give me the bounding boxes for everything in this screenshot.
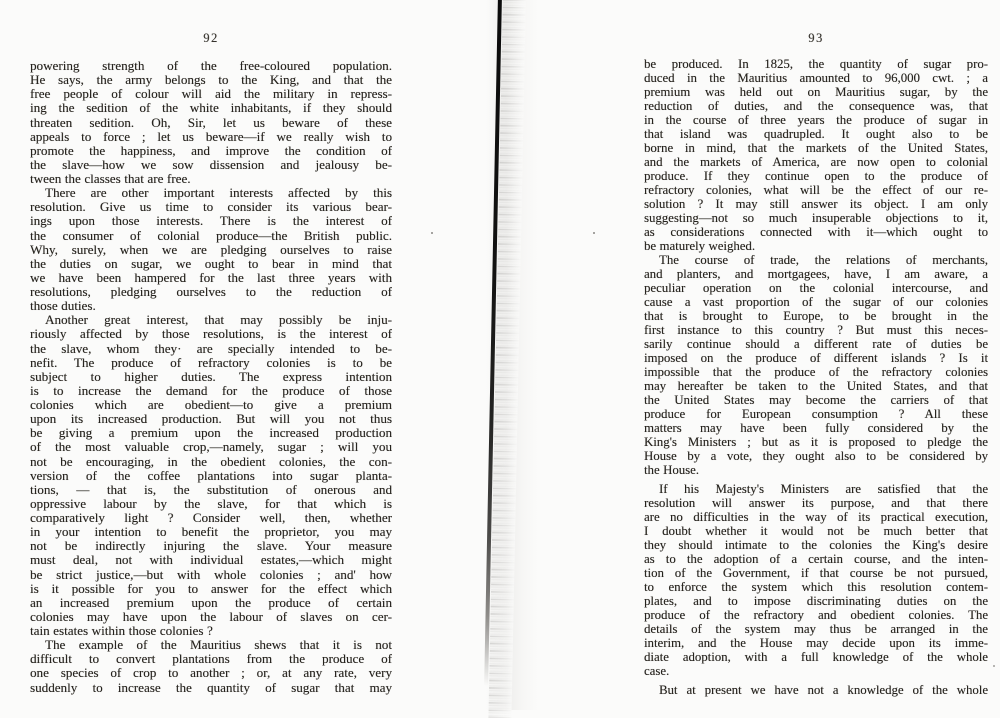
paragraph — [30, 313, 392, 638]
text-line: the slave—how we sow dissension and jealousy be- — [30, 157, 392, 172]
text-line: comparatively light ? Consider well, then, whether — [30, 511, 392, 525]
text-line: be giving a premium upon the increased production — [30, 426, 392, 441]
text-line: solution ? It may still answer its object. I am only — [644, 197, 988, 211]
text-line: subject to higher duties. The express intention — [30, 369, 392, 384]
text-line: they should intimate to the colonies the King's desire — [644, 538, 988, 552]
text-line: tain estates within those colonies ? — [30, 624, 213, 638]
text-line: powering strength of the free-coloured population. — [30, 59, 392, 73]
text-line: diate adoption, with a full knowledge of the whole — [644, 650, 988, 664]
text-line: interim, and the House may decide upon its imme- — [644, 636, 988, 650]
text-line: resolution. Give us time to consider its various bear- — [30, 200, 392, 215]
text-line: may hereafter be taken to the United States, and that — [644, 379, 988, 393]
scan-speckle — [431, 232, 433, 234]
text-line: tween the classes that are free. — [30, 172, 191, 186]
text-line: is to increase the demand for the produce of those — [30, 383, 392, 398]
text-line: King's Ministers ; but as it is proposed to pledge the — [644, 435, 988, 449]
paragraph — [644, 683, 988, 697]
text-line: the slave, whom they· are specially intended to be- — [30, 341, 392, 356]
paragraph — [644, 253, 988, 477]
text-line: first instance to this country ? But must this neces- — [644, 323, 988, 337]
page-93-text-column — [644, 57, 988, 697]
text-line: But at present we have not a knowledge of the whole — [659, 683, 988, 697]
text-line: tions, — that is, the substitution of onerous and — [30, 482, 392, 497]
text-line: appeals to force ; let us beware—if we really wish to — [30, 129, 392, 144]
text-line: threaten sedition. Oh, Sir, let us beware of these — [30, 115, 392, 130]
text-line: to enforce the system which this resolution contem- — [644, 580, 988, 594]
text-line: free people of colour will aid the military in repress- — [30, 87, 392, 102]
text-line: the House. — [644, 463, 699, 477]
text-line: resolutions, pledging ourselves to the reduction of — [30, 285, 392, 299]
text-line: must deal, not with individual estates,—which might — [30, 553, 392, 568]
page-number: 92 — [203, 31, 219, 45]
text-line: and planters, and mortgagees, have, I am aware, a — [644, 267, 988, 281]
text-line: the United States may become the carriers of that — [644, 393, 988, 407]
text-line: The course of trade, the relations of merchants, — [659, 253, 988, 267]
text-line: that island was quadrupled. It ought also to be — [644, 127, 988, 141]
text-line: are no difficulties in the way of its practical execution, — [644, 510, 988, 524]
text-line: case. — [644, 664, 670, 678]
text-line: is it possible for you to answer for the effect which — [30, 581, 392, 596]
paragraph — [644, 57, 988, 253]
text-line: as considerations connected with it—which ought to — [644, 225, 988, 239]
text-line: riously affected by those resolutions, is the interest of — [30, 327, 392, 342]
text-line: one species of crop to another ; or, at any rate, very — [30, 666, 392, 681]
text-line: of the most valuable crop,—namely, sugar ; will you — [30, 440, 392, 455]
text-line: peculiar operation on the colonial intercourse, and — [644, 281, 988, 295]
paragraph — [30, 638, 392, 695]
text-line: imposed on the produce of different islands ? Is it — [644, 351, 988, 365]
text-line: and the markets of America, are now open to colonial — [644, 155, 988, 169]
text-line: an increased premium upon the produce of certain — [30, 595, 392, 610]
text-line: If his Majesty's Ministers are satisfied that the — [659, 482, 988, 496]
text-line: premium was held out on Mauritius sugar, by the — [644, 85, 988, 99]
text-line: as to the adoption of a certain course, and the inten- — [644, 552, 988, 566]
text-line: promote the happiness, and improve the condition of — [30, 143, 392, 158]
text-line: duced in the Mauritius amounted to 96,000 cwt. ; a — [644, 71, 988, 85]
paragraph — [644, 482, 988, 678]
text-line: Another great interest, that may possibly be inju- — [45, 313, 392, 328]
text-line: in your intention to benefit the proprietor, you may — [30, 525, 392, 540]
scan-speckle — [993, 665, 995, 667]
text-line: impossible that the produce of the refractory colonies — [644, 365, 988, 379]
text-line: be produced. In 1825, the quantity of sugar pro- — [644, 57, 988, 71]
text-line: resolution will answer its purpose, and that there — [644, 496, 988, 510]
text-line: ings upon those interests. There is the interest of — [30, 214, 392, 229]
page-92-text-column — [30, 59, 392, 695]
text-line: cause a vast proportion of the sugar of our colonies — [644, 295, 988, 309]
text-line: the consumer of colonial produce—the British public. — [30, 228, 392, 243]
text-line: tion of the Government, if that course be not pursued, — [644, 566, 988, 580]
text-line: ing the sedition of the white inhabitants, if they should — [30, 101, 392, 116]
text-line: House by a vote, they ought also to be considered by — [644, 449, 988, 463]
text-line: plates, and to impose discriminating duties on the — [644, 594, 988, 608]
text-line: be maturely weighed. — [644, 239, 756, 253]
text-line: those duties. — [30, 299, 96, 314]
page-number: 93 — [808, 31, 824, 45]
text-line: He says, the army belongs to the King, and that the — [30, 73, 392, 88]
text-line: the duties on sugar, we ought to bear in mind that — [30, 256, 392, 271]
text-line: matters may have been fully considered by the — [644, 421, 988, 435]
text-line: not be encouraging, in the obedient colonies, the con- — [30, 454, 392, 469]
text-line: sarily continue should a different rate of duties be — [644, 337, 988, 351]
text-line: suggesting—not so much insuperable objections to it, — [644, 211, 988, 225]
text-line: that is brought to Europe, to be brought in the — [644, 309, 988, 323]
text-line: produce for European consumption ? All these — [644, 407, 988, 421]
text-line: borne in mind, that the markets of the United States, — [644, 141, 988, 155]
text-line: oppressive labour by the slave, for that which is — [30, 496, 392, 511]
text-line: reduction of duties, and the consequence was, that — [644, 99, 988, 113]
text-line: nefit. The produce of refractory colonies is to be — [30, 355, 392, 370]
text-line: difficult to convert plantations from the produce of — [30, 652, 392, 667]
text-line: produce. If they continue open to the produce of — [644, 169, 988, 183]
text-line: we have been hampered for the last three years with — [30, 270, 392, 285]
text-line: in the course of three years the produce of sugar in — [644, 113, 988, 127]
text-line: The example of the Mauritius shews that it is not — [45, 638, 392, 653]
text-line: version of the coffee plantations into sugar planta- — [30, 468, 392, 483]
text-line: There are other important interests affected by this — [45, 186, 392, 201]
text-line: I doubt whether it would not be much better that — [644, 524, 988, 538]
text-line: upon its increased production. But will you not thus — [30, 412, 392, 427]
paragraph — [30, 59, 392, 186]
scan-speckle — [593, 232, 595, 234]
text-line: not be indirectly injuring the slave. Your measure — [30, 539, 392, 554]
text-line: suddenly to increase the quantity of sugar that may — [30, 680, 392, 695]
text-line: details of the system may thus be arranged in the — [644, 622, 988, 636]
text-line: colonies which are obedient—to give a premium — [30, 398, 392, 412]
paragraph — [30, 186, 392, 313]
text-line: produce of the refractory and obedient colonies. The — [644, 608, 988, 622]
text-line: colonies may have upon the labour of slaves on cer- — [30, 609, 392, 624]
text-line: Why, surely, when we are pledging ourselves to raise — [30, 242, 392, 257]
text-line: be strict justice,—but with whole colonies ; and' how — [30, 567, 392, 582]
text-line: refractory colonies, what will be the effect of our re- — [644, 183, 988, 197]
